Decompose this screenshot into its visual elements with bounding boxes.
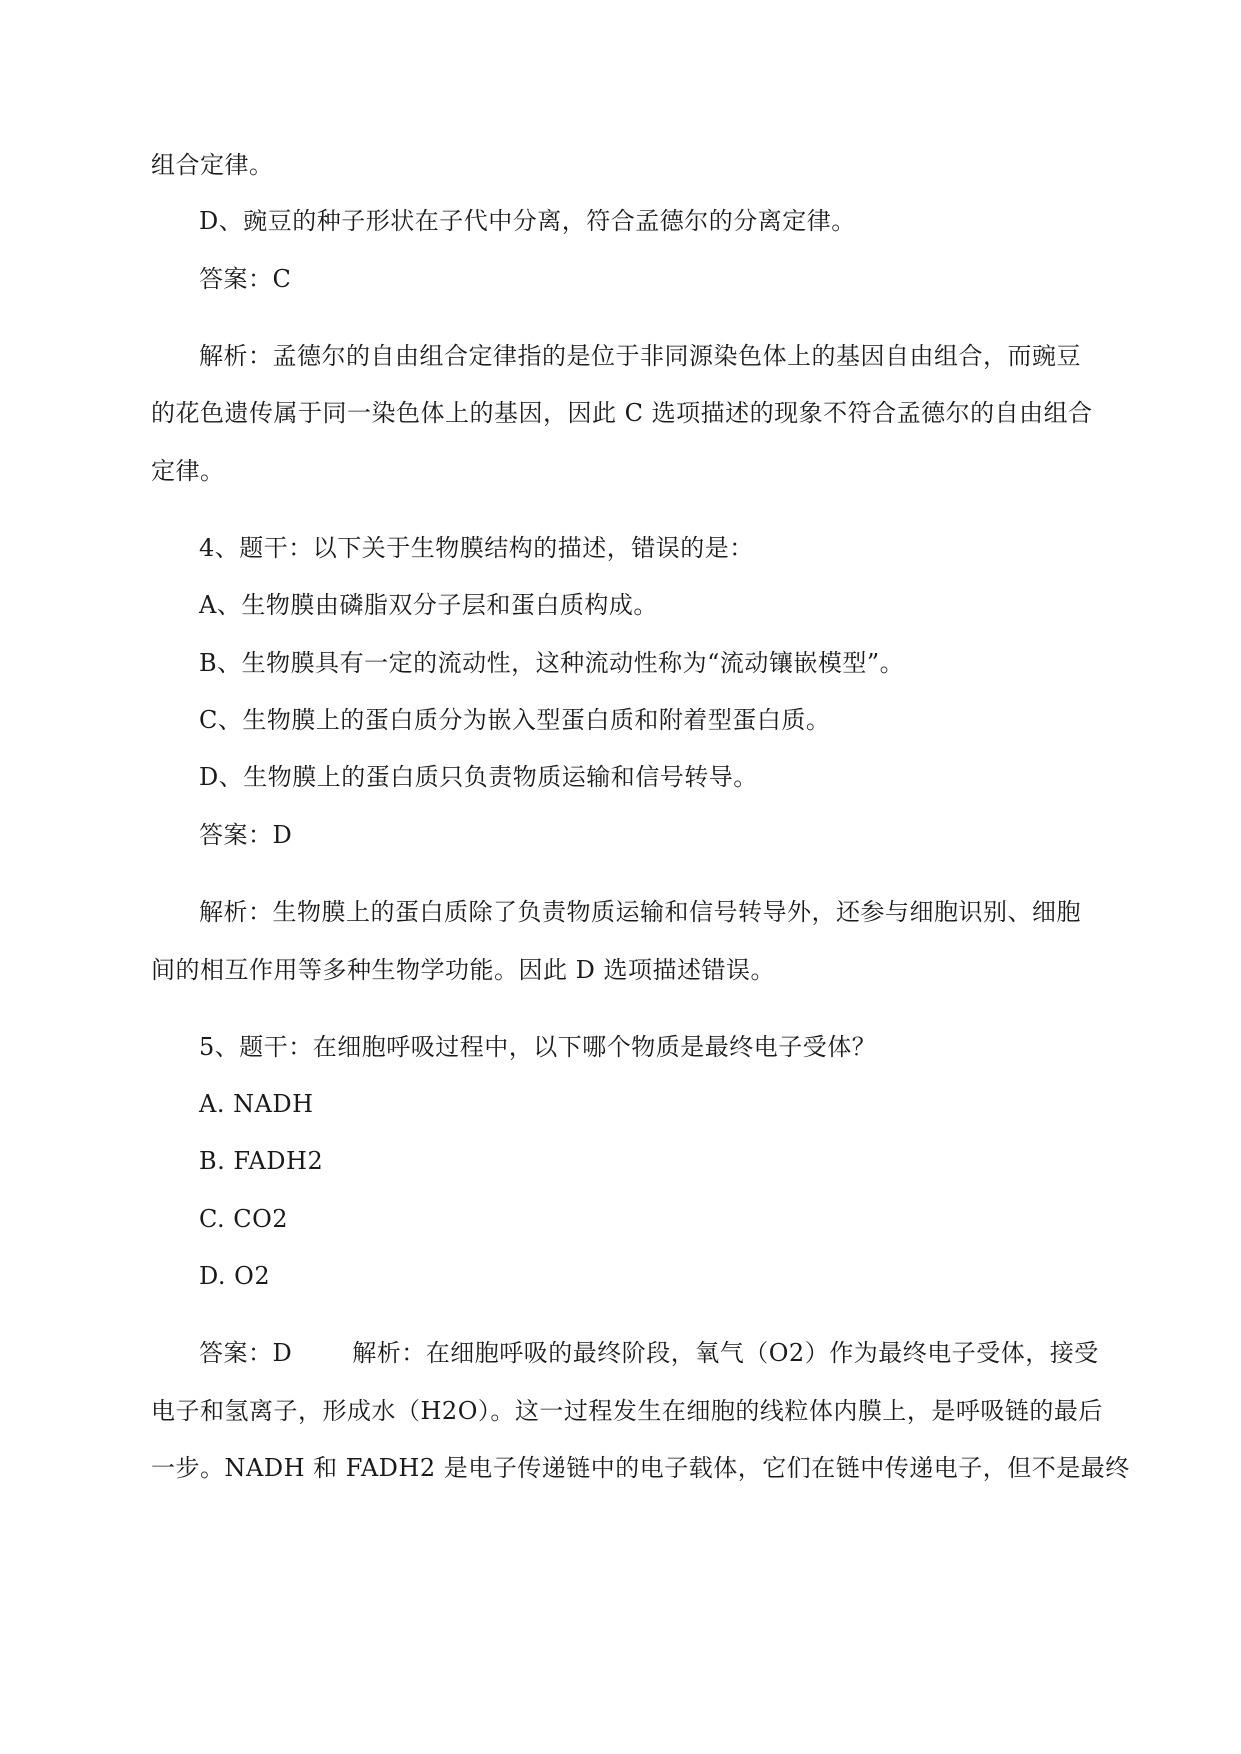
analysis: 解析：生物膜上的蛋白质除了负责物质运输和信号转导外，还参与细胞识别、细胞: [199, 898, 1081, 926]
answer-and-analysis: [199, 1338, 1099, 1368]
analysis: 解析：在细胞呼吸的最终阶段，氧气（O2）作为最终电子受体，接受: [352, 1339, 1099, 1367]
option-b: B. FADH2: [199, 1147, 324, 1175]
text-line: 一步。NADH 和 FADH2 是电子传递链中的电子载体，它们在链中传递电子，但不是最终: [151, 1454, 1130, 1482]
text-line: 组合定律。: [151, 151, 274, 179]
option-d: D、生物膜上的蛋白质只负责物质运输和信号转导。: [199, 763, 758, 791]
option-c: C. CO2: [199, 1205, 289, 1233]
answer: 答案：D: [199, 821, 293, 849]
question-stem: 4、题干：以下关于生物膜结构的描述，错误的是：: [199, 534, 754, 562]
option-d: D. O2: [199, 1262, 271, 1290]
text-line: 间的相互作用等多种生物学功能。因此 D 选项描述错误。: [151, 956, 775, 984]
analysis: 解析：孟德尔的自由组合定律指的是位于非同源染色体上的基因自由组合，而豌豆: [199, 342, 1081, 370]
option-a: A、生物膜由磷脂双分子层和蛋白质构成。: [199, 591, 658, 619]
option-d: D、豌豆的种子形状在子代中分离，符合孟德尔的分离定律。: [199, 207, 856, 235]
text-line: 的花色遗传属于同一染色体上的基因，因此 C 选项描述的现象不符合孟德尔的自由组合: [151, 399, 1093, 427]
question-stem: 5、题干：在细胞呼吸过程中，以下哪个物质是最终电子受体？: [199, 1033, 877, 1061]
text-line: 电子和氢离子，形成水（H2O）。这一过程发生在细胞的线粒体内膜上，是呼吸链的最后: [151, 1397, 1103, 1425]
text-line: 定律。: [151, 457, 225, 485]
option-a: A. NADH: [199, 1090, 314, 1118]
option-c: C、生物膜上的蛋白质分为嵌入型蛋白质和附着型蛋白质。: [199, 706, 831, 734]
answer: 答案：C: [199, 265, 292, 293]
option-b: B、生物膜具有一定的流动性，这种流动性称为“流动镶嵌模型”。: [199, 649, 905, 677]
answer: 答案：D: [199, 1339, 293, 1367]
